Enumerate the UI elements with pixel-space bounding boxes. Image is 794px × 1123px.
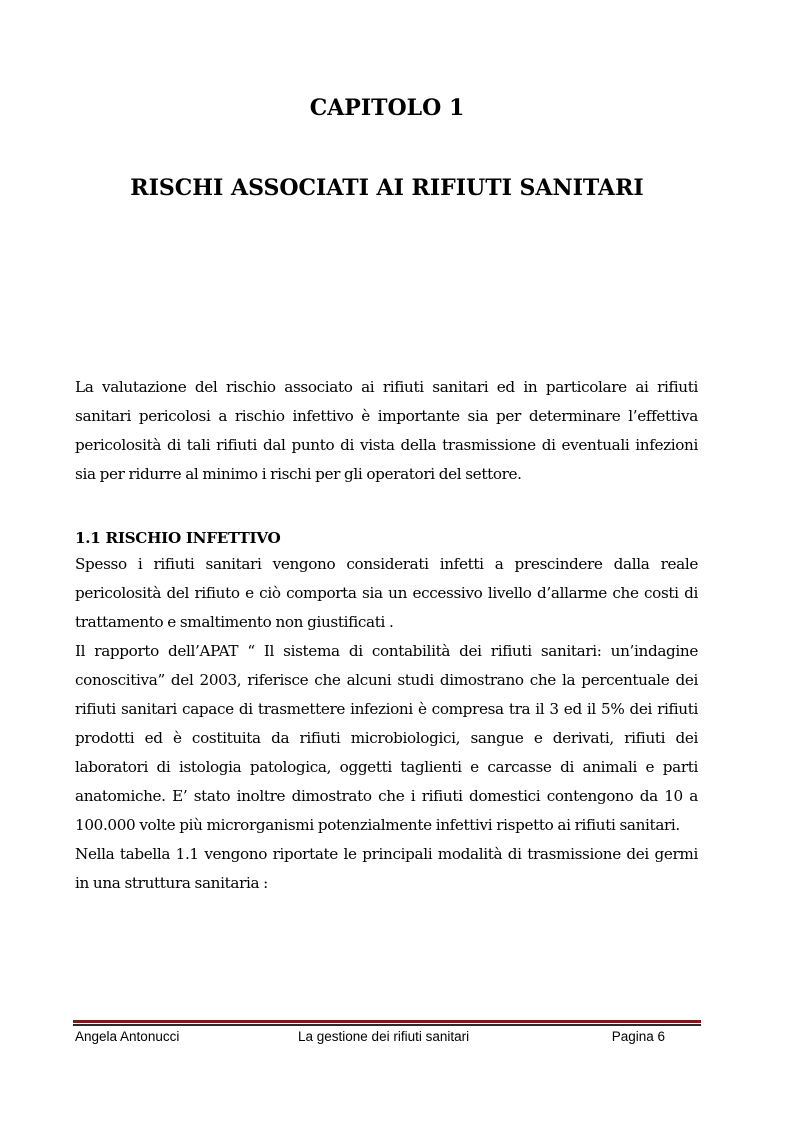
footer-author: Angela Antonucci bbox=[75, 1029, 180, 1044]
chapter-title: RISCHI ASSOCIATI AI RIFIUTI SANITARI bbox=[130, 175, 644, 201]
page-footer bbox=[75, 1029, 665, 1049]
footer-document-title: La gestione dei rifiuti sanitari bbox=[298, 1029, 470, 1044]
footer-divider-shadow bbox=[73, 1024, 701, 1026]
section-paragraph: Nella tabella 1.1 vengono riportate le principali modalità di trasmissione dei germi in una struttura sanitaria : bbox=[75, 845, 698, 892]
section-body bbox=[75, 550, 698, 898]
footer-divider bbox=[73, 1020, 701, 1023]
chapter-number: CAPITOLO 1 bbox=[309, 95, 465, 121]
section-heading: 1.1 RISCHIO INFETTIVO bbox=[75, 529, 281, 547]
section-paragraph: Il rapporto dell’APAT “ Il sistema di contabilità dei rifiuti sanitari: un’indagine conoscitiva” del 2003, riferisce che alcuni studi dimostrano che la percentuale dei rifiuti sanitari capace di trasmettere infezioni è compresa tra il 3 ed il 5% dei rifiuti prodotti ed è costituita da rifiuti microbiologici, sangue e derivati, rifiuti dei laboratori di istologia patologica, oggetti taglienti e carcasse di animali e parti anatomiche. E’ stato inoltre dimostrato che i rifiuti domestici contengono da 10 a 100.000 volte più microrganismi potenzialmente infettivi rispetto ai rifiuti sanitari. bbox=[75, 642, 698, 834]
section-paragraph: Spesso i rifiuti sanitari vengono considerati infetti a prescindere dalla reale pericolosità del rifiuto e ciò comporta sia un eccessivo livello d’allarme che costi di trattamento e smaltimento non giustificati . bbox=[75, 555, 698, 631]
intro-paragraph: La valutazione del rischio associato ai rifiuti sanitari ed in particolare ai rifiuti sanitari pericolosi a rischio infettivo è importante sia per determinare l’effettiva pericolosità di tali rifiuti dal punto di vista della trasmissione di eventuali infezioni sia per ridurre al minimo i rischi per gli operatori del settore. bbox=[75, 378, 698, 483]
footer-page-number: Pagina 6 bbox=[611, 1029, 665, 1044]
